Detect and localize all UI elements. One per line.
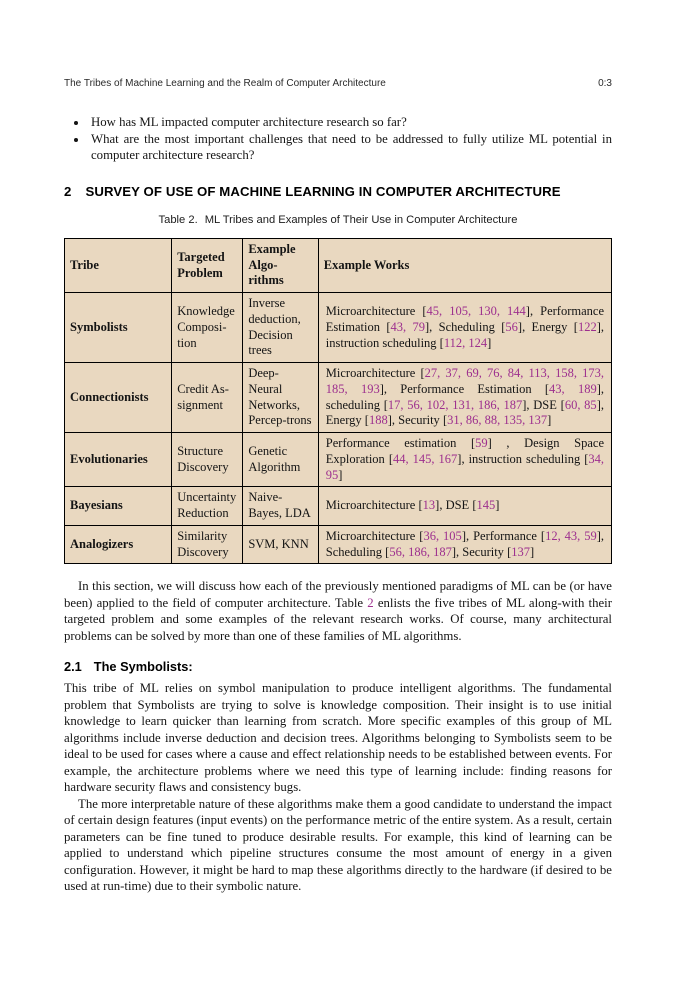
citation-link[interactable]: 13 (422, 498, 436, 513)
table-row (65, 293, 612, 363)
question-item: • What are the most important challenges that need to be addressed to fully utilize ML potential in computer architecture research? (88, 131, 612, 164)
table-row (65, 487, 612, 526)
citation-link[interactable]: 188 (368, 413, 388, 428)
algorithms-cell: Deep-Neural Networks, Percep-trons (243, 363, 318, 433)
tribe-cell: Bayesians (65, 487, 172, 526)
table-body (65, 293, 612, 564)
works-cell: Microarchitecture [27, 37, 69, 76, 84, 113, 158, 173, 185, 193], Performance Estimation [43, 189], scheduling [17, 56, 102, 131, 186, 187], DSE [60, 85], Energy [188], Security [31, 86, 88, 135, 137] (318, 363, 611, 433)
citation-link[interactable]: 31, 86, 88, 135, 137 (447, 413, 548, 428)
table-caption (64, 214, 612, 226)
tribe-cell: Connectionists (65, 363, 172, 433)
symbolists-paragraph-1: This tribe of ML relies on symbol manipulation to produce intelligent algorithms. The fundamental problem that Symbolists are trying to solve is knowledge composition. Their insight is to use initial knowledge to learn quicker than learning from scratch. More specific examples of this group of ML algorithms include inverse deduction and decision trees. Algorithms belonging to Symbolists seem to be ideal to be used for cases where a cause and effect relationship needs to be established between events. For example, the architecture problems where we need this type of learning include: finding reasons for hardware security flaws and consistency bugs. (64, 681, 612, 795)
section-title: SURVEY OF USE OF MACHINE LEARNING IN COMPUTER ARCHITECTURE (85, 183, 561, 199)
citation-link[interactable]: 12, 43, 59 (545, 528, 597, 543)
table-header-cell: Targeted Problem (172, 238, 243, 292)
running-header-title: The Tribes of Machine Learning and the Realm of Computer Architecture (64, 78, 386, 89)
citation-link[interactable]: 36, 105 (423, 528, 462, 543)
symbolists-paragraph-2: The more interpretable nature of these algorithms make them a good candidate to understand the impact of certain design features (input events) on the performance metric of the entire system. As a result, certain parameters can be fine tuned to produce desirable results. For example, this kind of learning can be applied to understand which pipeline structures consume the most amount of energy in a given configuration. However, it might be hard to map these algorithms directly to the hardware (if desired to be used at run-time) due to their symbolic nature. (64, 796, 612, 894)
works-cell: Microarchitecture [36, 105], Performance [12, 43, 59], Scheduling [56, 186, 187], Security [137] (318, 525, 611, 564)
running-header (64, 78, 612, 89)
citation-link[interactable]: 56, 186, 187 (389, 544, 452, 559)
table-row (65, 525, 612, 564)
citation-link[interactable]: 145 (476, 498, 496, 513)
citation-link[interactable]: 137 (511, 544, 530, 559)
citation-link[interactable]: 60, 85 (564, 397, 597, 412)
question-list (88, 114, 612, 164)
citation-link[interactable]: 43, 79 (390, 319, 425, 334)
citation-link[interactable]: 112, 124 (443, 335, 488, 350)
citation-link[interactable]: 43, 189 (549, 381, 597, 396)
algorithms-cell: Inverse deduction, Decision trees (243, 293, 318, 363)
page-number: 0:3 (598, 78, 612, 89)
table-row (65, 363, 612, 433)
works-cell: Performance estimation [59] , Design Space Exploration [44, 145, 167], instruction scheduling [34, 95] (318, 433, 611, 487)
tribe-cell: Analogizers (65, 525, 172, 564)
table-header-cell: Example Works (318, 238, 611, 292)
subsection-heading (64, 659, 612, 674)
algorithms-cell: Naive-Bayes, LDA (243, 487, 318, 526)
text-run: enlists the five tribes of ML along-with their targeted problem and some examples of the relevant research works. Of course, many architectural problems can be solved by more than one of these families of ML algorithms. (64, 595, 612, 643)
table-header-cell: Tribe (65, 238, 172, 292)
text-run: In this section, we will discuss how each of the previously mentioned paradigms of ML can be (or have been) applied to the field of computer architecture. Table (64, 579, 612, 610)
citation-link[interactable]: 34, 95 (325, 451, 605, 482)
citation-link[interactable]: 44, 145, 167 (393, 451, 458, 466)
ml-tribes-table (64, 238, 612, 565)
paragraph-after-table (64, 578, 612, 644)
table-header-cell: Example Algo-rithms (243, 238, 318, 292)
table-caption-label: Table 2. (158, 213, 198, 226)
citation-link[interactable]: 122 (577, 319, 597, 334)
citation-link[interactable]: 45, 105, 130, 144 (426, 304, 526, 318)
citation-link[interactable]: 56 (505, 319, 518, 334)
problem-cell: Credit As-signment (172, 363, 243, 433)
problem-cell: Uncertainty Reduction (172, 487, 243, 526)
algorithms-cell: Genetic Algorithm (243, 433, 318, 487)
works-cell: Microarchitecture [13], DSE [145] (318, 487, 611, 526)
tribe-cell: Symbolists (65, 293, 172, 363)
problem-cell: Structure Discovery (172, 433, 243, 487)
table-row (65, 433, 612, 487)
table-header-row (65, 238, 612, 292)
table-ref-link[interactable]: 2 (367, 595, 374, 610)
section-heading (64, 184, 612, 199)
citation-link[interactable]: 27, 37, 69, 76, 84, 113, 158, 173, 185, 193 (325, 366, 604, 396)
subsection-number: 2.1 (64, 659, 82, 675)
algorithms-cell: SVM, KNN (243, 525, 318, 564)
problem-cell: Similarity Discovery (172, 525, 243, 564)
problem-cell: Knowledge Composi-tion (172, 293, 243, 363)
section-number: 2 (64, 183, 72, 199)
works-cell: Microarchitecture [45, 105, 130, 144], Performance Estimation [43, 79], Scheduling [56], Energy [122], instruction scheduling [112, 124] (318, 293, 611, 363)
tribe-cell: Evolutionaries (65, 433, 172, 487)
subsection-title: The Symbolists: (93, 659, 193, 675)
citation-link[interactable]: 17, 56, 102, 131, 186, 187 (387, 397, 523, 412)
question-item: • How has ML impacted computer architecture research so far? (88, 114, 612, 131)
citation-link[interactable]: 59 (475, 436, 488, 451)
table-caption-text: ML Tribes and Examples of Their Use in Computer Architecture (204, 213, 518, 226)
